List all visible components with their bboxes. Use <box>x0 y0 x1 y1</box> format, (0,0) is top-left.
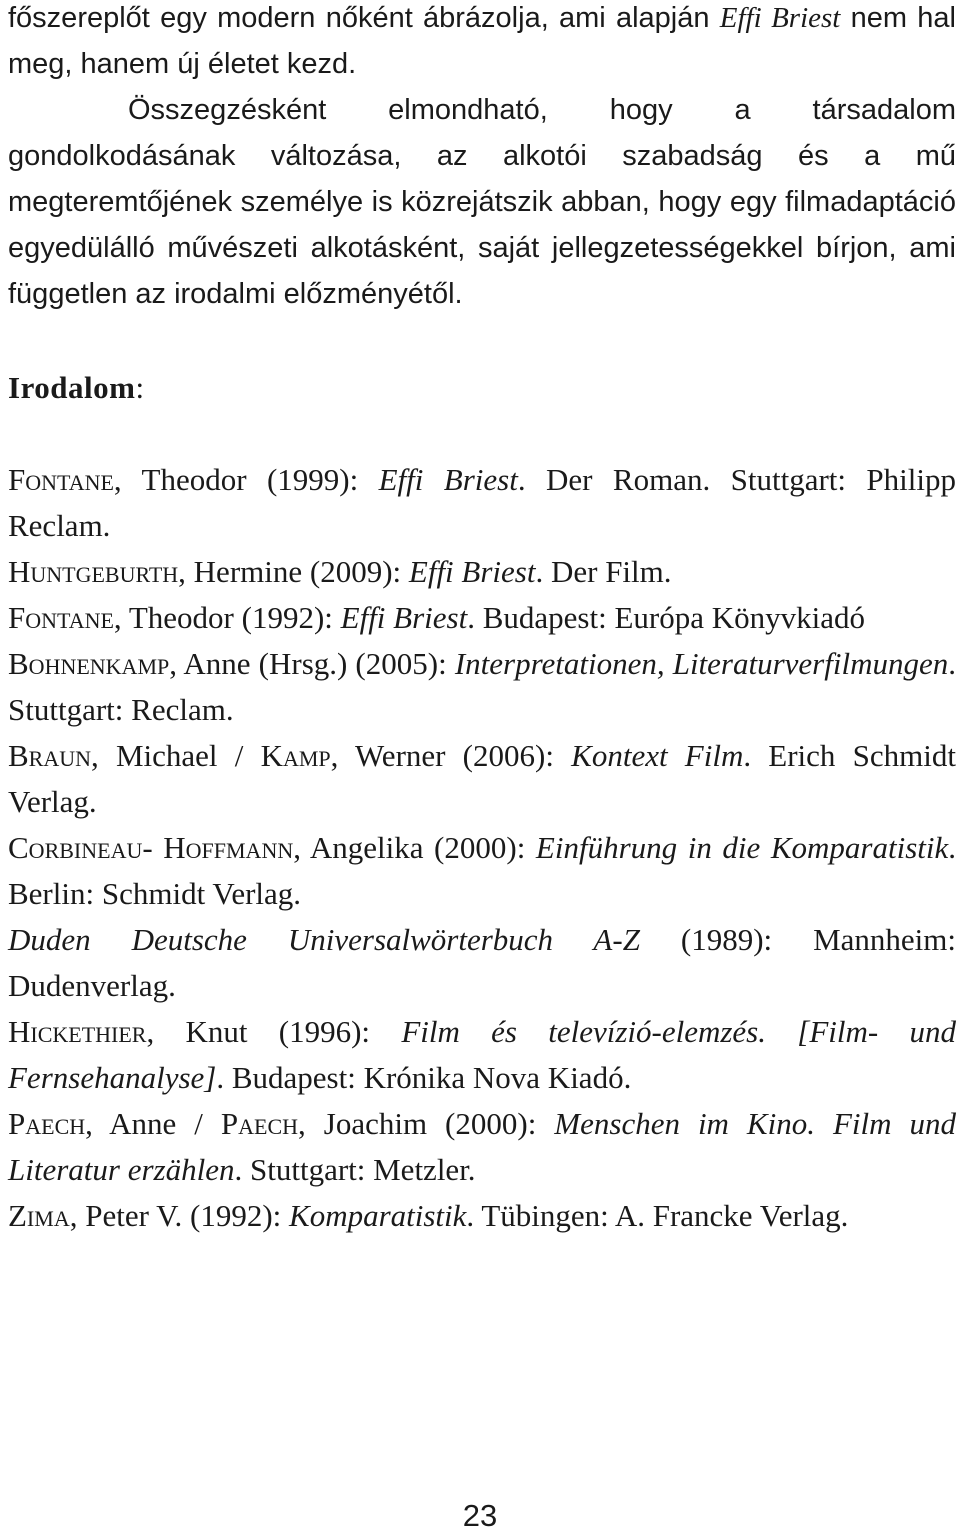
reference-author-detail: , Anne / <box>85 1106 221 1141</box>
reference-item <box>8 917 956 1009</box>
bibliography-heading-colon: : <box>135 370 145 405</box>
page-number: 23 <box>462 1498 498 1533</box>
reference-author: Hickethier <box>8 1014 147 1049</box>
reference-author: Huntgeburth <box>8 554 179 589</box>
reference-publication: . Berlin: Schmidt Verlag. <box>8 830 956 911</box>
reference-publication: . Der Roman. Stuttgart: Philipp Reclam. <box>8 462 956 543</box>
reference-item <box>8 733 956 825</box>
reference-item <box>8 1193 956 1239</box>
reference-publication: (1989): Mannheim: Dudenverlag. <box>8 922 956 1003</box>
reference-second-author-detail: , Joachim (2000): <box>298 1106 555 1141</box>
reference-title: Duden Deutsche Universalwörterbuch A-Z <box>8 922 640 957</box>
reference-author: Zima <box>8 1198 70 1233</box>
continuation-text: főszereplőt egy modern nőként ábrázolja, ami alapján <box>8 2 720 34</box>
reference-title: Effi Briest <box>340 600 468 635</box>
reference-author: Fontane <box>8 600 114 635</box>
bibliography-heading-label: Irodalom <box>8 370 136 405</box>
reference-author-detail: , Theodor (1999): <box>113 462 379 497</box>
reference-item <box>8 595 956 641</box>
reference-title: Menschen im Kino. Film und Literatur erzählen <box>8 1106 956 1187</box>
reference-second-author: Paech <box>220 1106 299 1141</box>
reference-publication: . Tübingen: A. Francke Verlag. <box>466 1198 849 1233</box>
reference-second-author: Hoffmann <box>163 830 294 865</box>
reference-second-author-detail: , Angelika (2000): <box>293 830 536 865</box>
reference-author: Fontane <box>8 462 114 497</box>
reference-item <box>8 549 956 595</box>
reference-author-detail: , Peter V. (1992): <box>69 1198 290 1233</box>
reference-item <box>8 825 956 917</box>
reference-item <box>8 457 956 549</box>
reference-list <box>8 457 956 1239</box>
reference-author-detail: , Michael / <box>91 738 261 773</box>
reference-publication: . Budapest: Krónika Nova Kiadó. <box>216 1060 632 1095</box>
reference-item <box>8 1009 956 1101</box>
reference-title: Interpretationen, Literaturverfilmungen <box>454 646 949 681</box>
reference-author-detail: - <box>142 830 164 865</box>
reference-author-detail: , Hermine (2009): <box>178 554 409 589</box>
reference-publication: . Budapest: Európa Könyvkiadó <box>467 600 865 635</box>
reference-author-detail: , Anne (Hrsg.) (2005): <box>169 646 455 681</box>
reference-author: Paech <box>8 1106 86 1141</box>
reference-title: Kontext Film <box>571 738 744 773</box>
reference-second-author-detail: , Werner (2006): <box>330 738 572 773</box>
reference-publication: . Stuttgart: Metzler. <box>234 1152 476 1187</box>
reference-publication: . Der Film. <box>535 554 672 589</box>
reference-title: Einführung in die Komparatistik <box>535 830 949 865</box>
reference-title: Effi Briest <box>378 462 518 497</box>
reference-author-detail: , Theodor (1992): <box>113 600 341 635</box>
reference-publication: . Erich Schmidt Verlag. <box>8 738 956 819</box>
continuation-paragraph <box>8 0 956 87</box>
reference-author: Bohnenkamp <box>8 646 170 681</box>
reference-title: Film és televízió-elemzés. [Film- und Fernsehanalyse] <box>8 1014 956 1095</box>
reference-author-detail: , Knut (1996): <box>146 1014 402 1049</box>
bibliography-heading <box>8 365 145 411</box>
reference-item <box>8 1101 956 1193</box>
reference-title: Komparatistik <box>289 1198 467 1233</box>
summary-paragraph: Összegzésként elmondható, hogy a társadalom gondolkodásának változása, az alkotói szabadság és a mű megteremtőjének személye is közrejátszik abban, hogy egy filmadaptáció egyedülálló művészeti alkotásként, saját jellegzetességekkel bírjon, ami független az irodalmi előzményétől. <box>8 94 956 310</box>
reference-second-author: Kamp <box>260 738 331 773</box>
reference-title: Effi Briest <box>408 554 536 589</box>
film-title-italic: Effi Briest <box>719 2 841 34</box>
continuation-text-end: nem hal meg, hanem új életet kezd. <box>8 2 956 80</box>
reference-item <box>8 641 956 733</box>
reference-publication: . Stuttgart: Reclam. <box>8 646 956 727</box>
reference-author: Braun <box>8 738 92 773</box>
reference-author: Corbineau <box>8 830 143 865</box>
